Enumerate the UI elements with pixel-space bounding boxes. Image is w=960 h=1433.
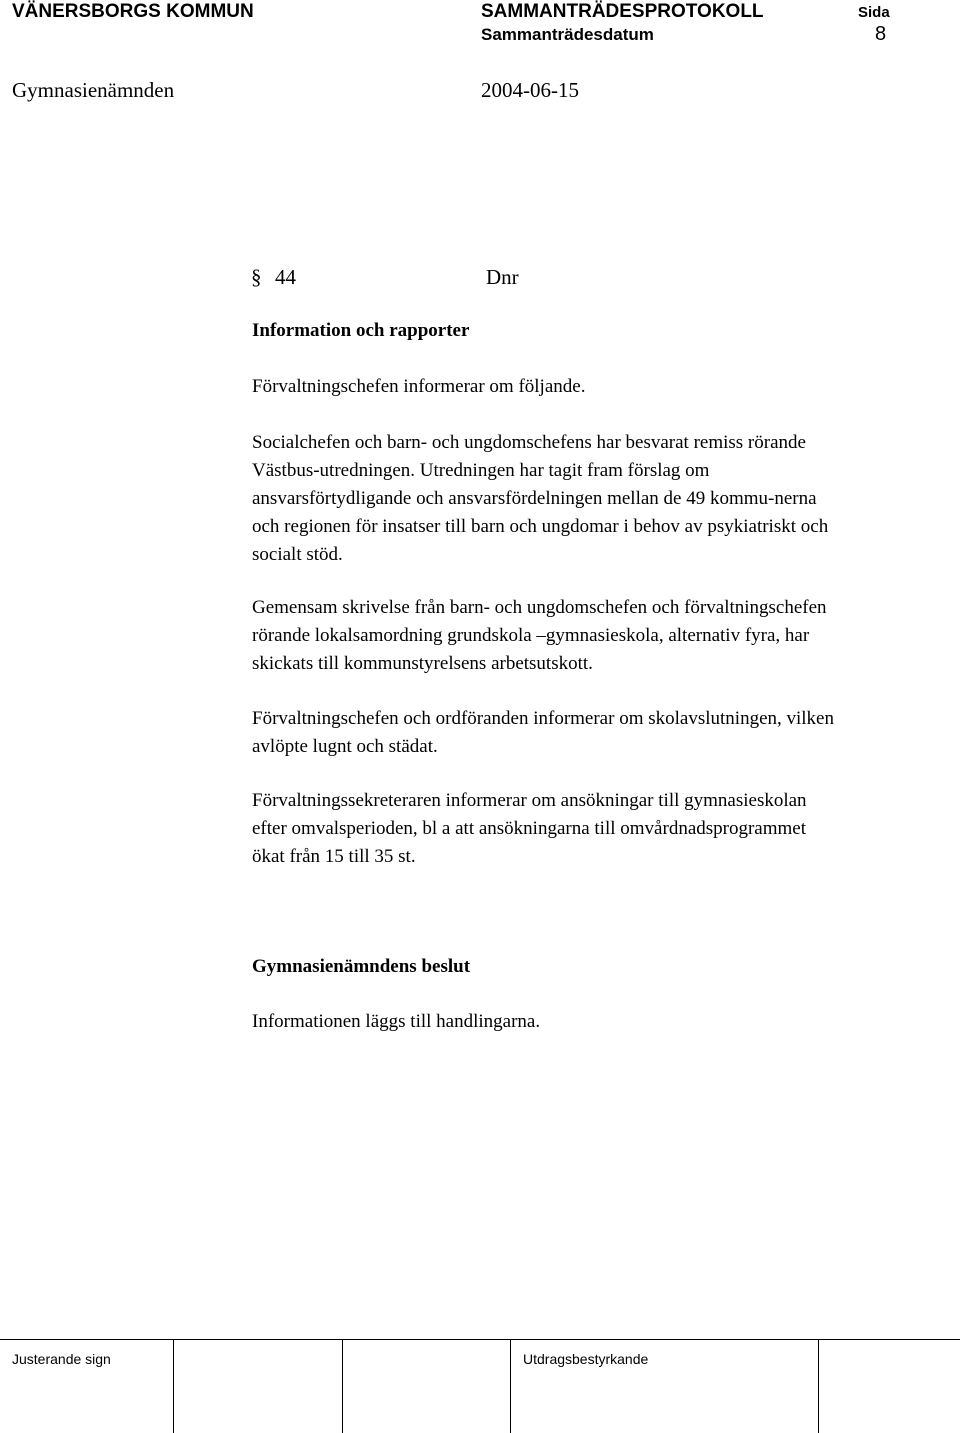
paragraph-vastbus [252, 429, 942, 569]
section-symbol: § [251, 265, 262, 289]
paragraph-line: Förvaltningssekreteraren informerar om ansökningar till gymnasieskolan [252, 790, 807, 811]
paragraph-line: efter omvalsperioden, bl a att ansökningarna till omvårdnadsprogrammet [252, 818, 806, 839]
footer-cell-justerande [0, 1339, 173, 1433]
paragraph-line: skickats till kommunstyrelsens arbetsutskott. [252, 653, 593, 674]
paragraph-line: socialt stöd. [252, 544, 343, 565]
meeting-date-label: Sammanträdesdatum [481, 25, 654, 44]
footer-cell-signature-3 [818, 1339, 960, 1433]
paragraph-line: avlöpte lugnt och städat. [252, 736, 438, 757]
paragraph-skolavslutning [252, 705, 942, 761]
decision-text: Informationen läggs till handlingarna. [252, 1011, 541, 1032]
paragraph-lokalsamordning [252, 594, 942, 678]
paragraph-line: Gemensam skrivelse från barn- och ungdomschefen och förvaltningschefen [252, 597, 827, 618]
organization-name: VÄNERSBORGS KOMMUN [12, 1, 254, 22]
paragraph-line: och regionen för insatser till barn och ungdomar i behov av psykiatriskt och [252, 516, 829, 537]
section-number: 44 [275, 265, 296, 289]
page-label: Sida [858, 4, 890, 21]
dnr-label: Dnr [486, 265, 519, 289]
page-number: 8 [875, 23, 887, 45]
committee-name: Gymnasienämnden [12, 78, 175, 102]
paragraph-line: Västbus-utredningen. Utredningen har tagit fram förslag om [252, 460, 710, 481]
paragraph-line: ansvarsförtydligande och ansvarsfördelningen mellan de 49 kommu-nerna [252, 488, 817, 509]
utdragsbestyrkande-label: Utdragsbestyrkande [523, 1351, 649, 1367]
paragraph-ansokningar [252, 787, 942, 871]
footer-cell-signature-1 [173, 1339, 342, 1433]
paragraph-line: Förvaltningschefen informerar om följande. [252, 376, 586, 397]
section-title: Information och rapporter [252, 320, 470, 341]
paragraph-line: ökat från 15 till 35 st. [252, 846, 416, 867]
meeting-date: 2004-06-15 [481, 78, 579, 102]
justerande-sign-label: Justerande sign [12, 1351, 111, 1367]
footer-cell-utdrag [510, 1339, 818, 1433]
paragraph-line: rörande lokalsamordning grundskola –gymnasieskola, alternativ fyra, har [252, 625, 810, 646]
paragraph-intro [252, 373, 942, 401]
footer-cell-signature-2 [342, 1339, 510, 1433]
paragraph-line: Socialchefen och barn- och ungdomschefens har besvarat remiss rörande [252, 432, 806, 453]
decision-title: Gymnasienämndens beslut [252, 956, 471, 977]
document-type: SAMMANTRÄDESPROTOKOLL [481, 1, 764, 22]
paragraph-line: Förvaltningschefen och ordföranden informerar om skolavslutningen, vilken [252, 708, 834, 729]
